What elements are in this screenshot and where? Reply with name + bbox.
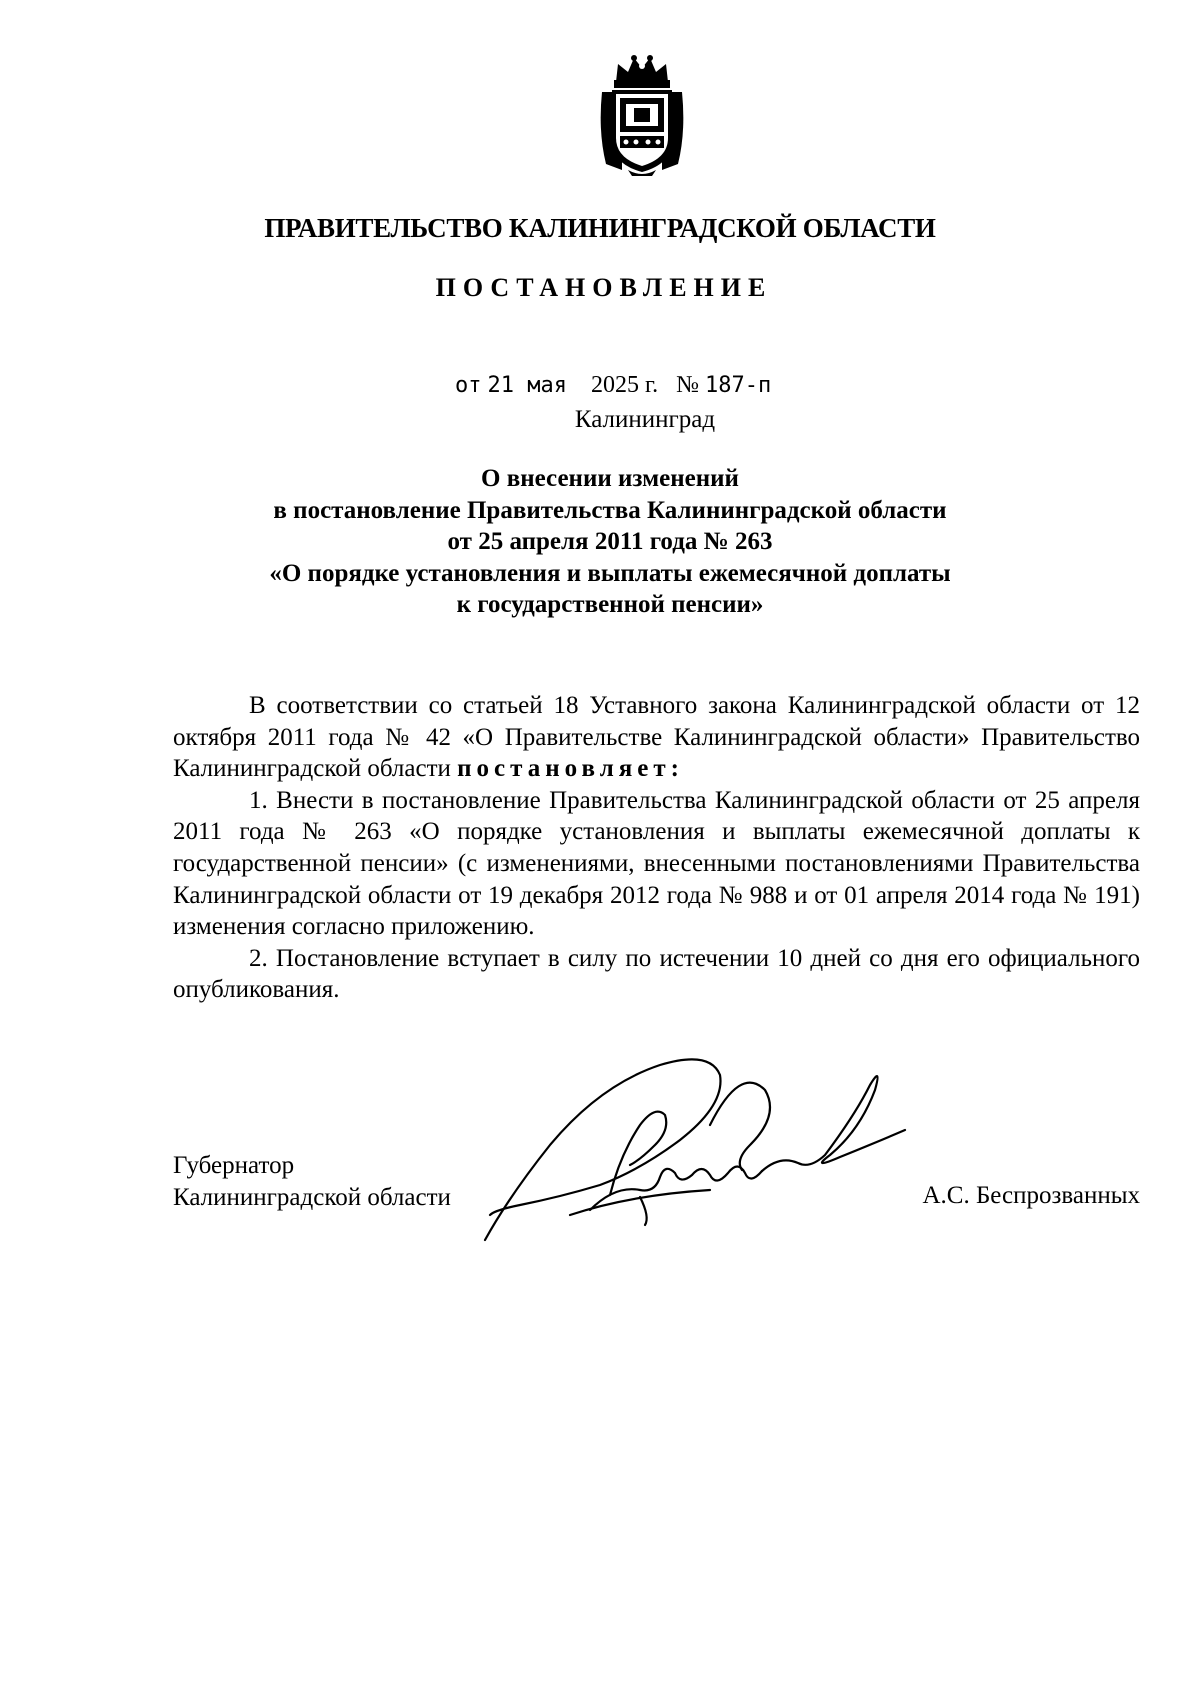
signatory-position	[173, 1150, 451, 1214]
handwritten-signature	[480, 1045, 910, 1245]
document-number: 187-п	[705, 373, 772, 398]
date-prefix: от	[455, 373, 482, 398]
resolves-word: постановляет:	[457, 755, 684, 783]
subject-line: в постановление Правительства Калининградской области	[273, 496, 947, 524]
item-1: 1. Внести в постановление Правительства Калининградской области от 25 апреля 2011 года № 263 «О порядке установления и выплаты ежемесячной доплаты к государственной пенсии» (с изменениями, внесенными постановлениями Правительства Калининградской области от 19 декабря 2012 года № 988 и от 01 апреля 2014 года № 191) изменения согласно приложению.	[173, 786, 1140, 941]
item-2: 2. Постановление вступает в силу по истечении 10 дней со дня его официального опубликования.	[173, 944, 1140, 1004]
coat-of-arms-icon	[592, 52, 692, 177]
signatory-name: А.С. Беспрозванных	[922, 1182, 1140, 1209]
number-sign: №	[676, 372, 700, 398]
subject-line: от 25 апреля 2011 года № 263	[447, 528, 773, 555]
position-line: Калининградской области	[173, 1184, 451, 1211]
document-subject	[0, 463, 1200, 621]
date-year: 2025 г.	[590, 372, 659, 398]
subject-line: «О порядке установления и выплаты ежемесячной доплаты	[269, 559, 951, 587]
position-line: Губернатор	[173, 1152, 295, 1179]
preamble-text: В соответствии со статьей 18 Уставного закона Калининградской области от 12 октября 2011 года № 42 «О Правительстве Калининградской области» Правительство Калининградской области	[173, 692, 1140, 783]
organization-title: ПРАВИТЕЛЬСТВО КАЛИНИНГРАДСКОЙ ОБЛАСТИ	[264, 213, 936, 243]
subject-line: О внесении изменений	[481, 465, 739, 492]
date-line	[455, 372, 771, 399]
city: Калининград	[574, 406, 716, 433]
date-value: 21 мая	[487, 373, 567, 398]
subject-line: к государственной пенсии»	[456, 591, 764, 618]
document-body	[173, 690, 1140, 1006]
document-type: ПОСТАНОВЛЕНИЕ	[435, 273, 773, 302]
preamble-paragraph	[173, 690, 1140, 785]
